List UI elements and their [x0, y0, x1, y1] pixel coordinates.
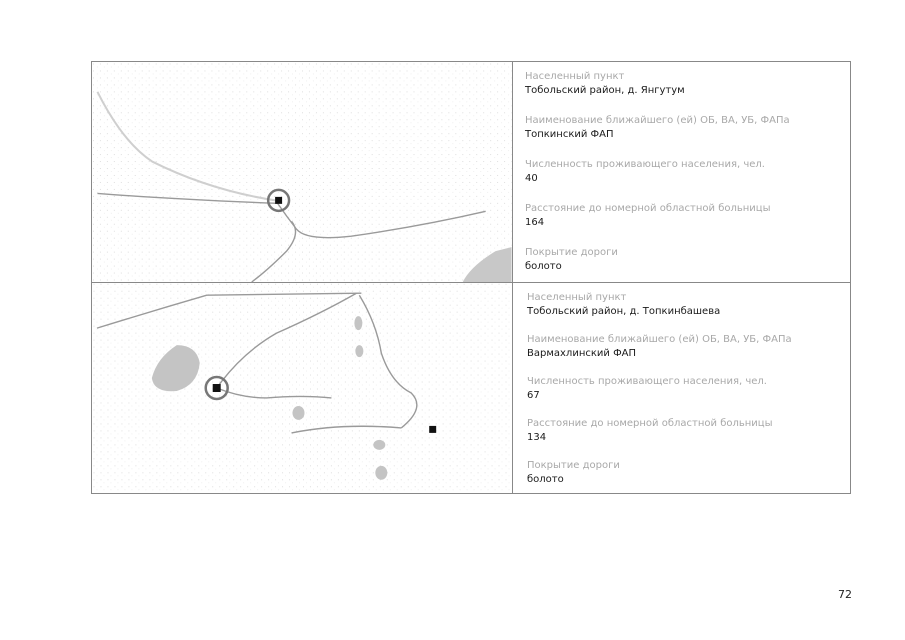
settlement-info-1	[525, 70, 842, 290]
settlement-value: Тобольский район, д. Янгутум	[525, 85, 685, 96]
map-1-settlement-marker	[275, 197, 282, 204]
nearest-facility-value: Вармахлинский ФАП	[527, 348, 637, 359]
nearest-facility-field	[527, 333, 842, 375]
population-label: Численность проживающего населения, чел.	[525, 159, 765, 170]
map-image-1	[92, 62, 513, 282]
map-2-pond-1	[293, 406, 305, 420]
distance-label: Расстояние до номерной областной больницы	[525, 203, 771, 214]
population-field	[527, 375, 842, 417]
road-value: болото	[525, 261, 562, 272]
distance-field	[527, 417, 842, 459]
road-label: Покрытие дороги	[527, 460, 620, 471]
road-field	[527, 459, 842, 501]
map-2-settlement-marker	[213, 384, 221, 392]
distance-label: Расстояние до номерной областной больницы	[527, 418, 773, 429]
distance-field	[525, 202, 842, 246]
population-label: Численность проживающего населения, чел.	[527, 376, 767, 387]
settlement-row-1	[92, 62, 850, 283]
population-value: 40	[525, 173, 538, 184]
distance-value: 134	[527, 432, 547, 443]
settlement-info-2	[527, 291, 842, 501]
map-2-neighbor-marker	[429, 426, 436, 433]
map-2-pond-5	[355, 345, 363, 357]
settlement-value: Тобольский район, д. Топкинбашева	[527, 306, 721, 317]
map-2-svg	[92, 283, 512, 493]
map-image-2	[92, 283, 513, 493]
distance-value: 164	[525, 217, 545, 228]
map-2-pond-4	[354, 316, 362, 330]
settlement-label: Населенный пункт	[527, 292, 627, 303]
population-field	[525, 158, 842, 202]
settlement-field	[527, 291, 842, 333]
settlement-row-2	[92, 283, 850, 493]
road-label: Покрытие дороги	[525, 247, 618, 258]
nearest-facility-value: Топкинский ФАП	[525, 129, 614, 140]
map-2-pond-2	[373, 440, 385, 450]
nearest-facility-label: Наименование ближайшего (ей) ОБ, ВА, УБ, ФАПа	[525, 115, 790, 126]
settlement-field	[525, 70, 842, 114]
settlements-table	[91, 61, 851, 494]
nearest-facility-label: Наименование ближайшего (ей) ОБ, ВА, УБ, ФАПа	[527, 334, 792, 345]
map-1-svg	[92, 62, 512, 282]
population-value: 67	[527, 390, 540, 401]
map-2-pond-3	[375, 466, 387, 480]
nearest-facility-field	[525, 114, 842, 158]
settlement-label: Населенный пункт	[525, 71, 625, 82]
page-number: 72	[838, 588, 852, 601]
road-value: болото	[527, 474, 564, 485]
